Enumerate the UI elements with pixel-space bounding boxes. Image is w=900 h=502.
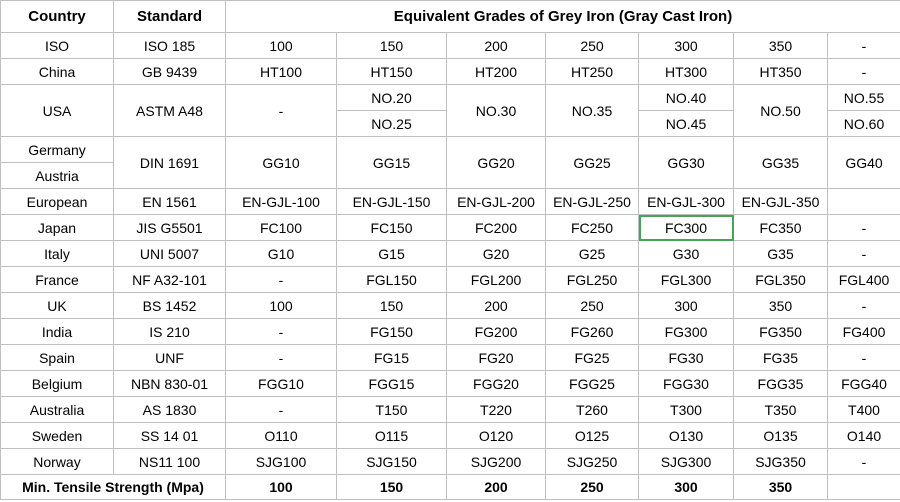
cell-grade[interactable]: - (828, 241, 900, 267)
cell-grade[interactable]: HT200 (447, 59, 546, 85)
cell-grade[interactable]: GG40 (828, 137, 900, 189)
cell-grade[interactable]: T150 (337, 397, 447, 423)
cell-grade[interactable]: - (226, 85, 337, 137)
cell-grade[interactable]: - (226, 319, 337, 345)
table-row-spain (1, 345, 900, 371)
cell-grade[interactable]: NO.20 (337, 85, 447, 111)
cell-country[interactable]: Australia (1, 397, 114, 423)
header-country[interactable]: Country (1, 1, 114, 33)
cell-grade[interactable]: O115 (337, 423, 447, 449)
cell-grade[interactable]: 350 (734, 293, 828, 319)
cell-grade[interactable]: T260 (546, 397, 639, 423)
cell-standard[interactable]: ASTM A48 (114, 85, 226, 137)
cell-standard[interactable]: SS 14 01 (114, 423, 226, 449)
cell-grade[interactable]: - (226, 267, 337, 293)
cell-strength[interactable]: 350 (734, 475, 828, 500)
cell-grade[interactable]: NO.50 (734, 85, 828, 137)
cell-grade[interactable]: FGG25 (546, 371, 639, 397)
cell-grade[interactable]: FG25 (546, 345, 639, 371)
table-row-japan (1, 215, 900, 241)
cell-grade[interactable]: G35 (734, 241, 828, 267)
cell-grade[interactable]: NO.40 (639, 85, 734, 111)
cell-grade[interactable]: - (828, 449, 900, 475)
cell-country[interactable]: USA (1, 85, 114, 137)
cell-grade[interactable]: T350 (734, 397, 828, 423)
cell-grade[interactable]: HT300 (639, 59, 734, 85)
cell-standard[interactable]: UNI 5007 (114, 241, 226, 267)
cell-grade[interactable]: 150 (337, 33, 447, 59)
header-standard[interactable]: Standard (114, 1, 226, 33)
cell-grade[interactable]: GG10 (226, 137, 337, 189)
cell-grade[interactable]: O140 (828, 423, 900, 449)
cell-grade[interactable]: GG25 (546, 137, 639, 189)
cell-grade[interactable]: T400 (828, 397, 900, 423)
cell-grade[interactable]: GG15 (337, 137, 447, 189)
cell-grade[interactable]: - (828, 293, 900, 319)
cell-country[interactable]: Germany (1, 137, 114, 163)
cell-grade[interactable]: T220 (447, 397, 546, 423)
cell-grade[interactable]: NO.60 (828, 111, 900, 137)
cell-country[interactable]: Spain (1, 345, 114, 371)
cell-grade[interactable]: 300 (639, 33, 734, 59)
cell-country[interactable]: UK (1, 293, 114, 319)
table-row-china (1, 59, 900, 85)
cell-standard[interactable]: IS 210 (114, 319, 226, 345)
cell-grade[interactable]: FGG15 (337, 371, 447, 397)
cell-grade[interactable]: FGL300 (639, 267, 734, 293)
table-row-germany (1, 137, 900, 163)
cell-grade[interactable]: G20 (447, 241, 546, 267)
cell-strength[interactable]: 100 (226, 475, 337, 500)
cell-grade[interactable]: FG15 (337, 345, 447, 371)
min-tensile-strength-label[interactable]: Min. Tensile Strength (Mpa) (1, 475, 226, 500)
cell-standard[interactable]: AS 1830 (114, 397, 226, 423)
cell-grade[interactable]: 350 (734, 33, 828, 59)
table-row-european (1, 189, 900, 215)
table-row-belgium (1, 371, 900, 397)
cell-grade[interactable] (828, 189, 900, 215)
cell-grade[interactable]: FG200 (447, 319, 546, 345)
cell-grade[interactable]: FGL400 (828, 267, 900, 293)
cell-grade[interactable]: SJG100 (226, 449, 337, 475)
cell-grade[interactable]: 150 (337, 293, 447, 319)
cell-country[interactable]: Japan (1, 215, 114, 241)
cell-grade[interactable]: FG150 (337, 319, 447, 345)
cell-grade[interactable]: EN-GJL-100 (226, 189, 337, 215)
cell-grade[interactable]: O125 (546, 423, 639, 449)
cell-grade[interactable]: O120 (447, 423, 546, 449)
cell-grade[interactable]: 300 (639, 293, 734, 319)
table-row-iso (1, 33, 900, 59)
cell-grade[interactable]: NO.35 (546, 85, 639, 137)
cell-grade[interactable]: FGL150 (337, 267, 447, 293)
cell-grade[interactable]: - (828, 33, 900, 59)
cell-grade[interactable]: SJG250 (546, 449, 639, 475)
cell-strength[interactable]: 300 (639, 475, 734, 500)
header-equivalent-grades[interactable]: Equivalent Grades of Grey Iron (Gray Cast Iron) (226, 1, 900, 33)
cell-grade[interactable]: GG20 (447, 137, 546, 189)
cell-grade[interactable]: G30 (639, 241, 734, 267)
cell-grade[interactable]: NO.25 (337, 111, 447, 137)
cell-standard[interactable]: NF A32-101 (114, 267, 226, 293)
cell-standard[interactable]: DIN 1691 (114, 137, 226, 189)
cell-grade[interactable]: HT250 (546, 59, 639, 85)
table-row-france (1, 267, 900, 293)
cell-grade[interactable]: FC150 (337, 215, 447, 241)
cell-grade[interactable]: 100 (226, 33, 337, 59)
cell-grade[interactable]: - (828, 59, 900, 85)
cell-standard[interactable]: EN 1561 (114, 189, 226, 215)
cell-strength[interactable]: 250 (546, 475, 639, 500)
cell-grade[interactable]: G15 (337, 241, 447, 267)
cell-country[interactable]: India (1, 319, 114, 345)
cell-grade[interactable]: O135 (734, 423, 828, 449)
cell-grade[interactable]: HT150 (337, 59, 447, 85)
cell-grade[interactable]: FC200 (447, 215, 546, 241)
table-row-sweden (1, 423, 900, 449)
header-row (1, 1, 900, 33)
cell-grade[interactable]: T300 (639, 397, 734, 423)
cell-grade[interactable]: SJG150 (337, 449, 447, 475)
cell-grade[interactable]: FGL250 (546, 267, 639, 293)
cell-grade[interactable]: FG35 (734, 345, 828, 371)
table-row-norway (1, 449, 900, 475)
cell-grade[interactable]: G10 (226, 241, 337, 267)
cell-grade[interactable]: FGL350 (734, 267, 828, 293)
cell-standard[interactable]: NS11 100 (114, 449, 226, 475)
cell-grade[interactable]: SJG200 (447, 449, 546, 475)
cell-grade[interactable]: FGG40 (828, 371, 900, 397)
cell-grade[interactable]: FG350 (734, 319, 828, 345)
cell-grade[interactable]: - (828, 345, 900, 371)
cell-grade[interactable]: FG30 (639, 345, 734, 371)
cell-country[interactable]: Belgium (1, 371, 114, 397)
cell-grade[interactable]: HT350 (734, 59, 828, 85)
table-row-italy (1, 241, 900, 267)
cell-grade[interactable]: - (226, 345, 337, 371)
cell-grade[interactable]: HT100 (226, 59, 337, 85)
cell-grade[interactable]: EN-GJL-250 (546, 189, 639, 215)
cell-country[interactable]: China (1, 59, 114, 85)
cell-grade[interactable]: FG300 (639, 319, 734, 345)
cell-grade[interactable]: O130 (639, 423, 734, 449)
cell-standard[interactable]: GB 9439 (114, 59, 226, 85)
cell-country[interactable]: ISO (1, 33, 114, 59)
cell-grade[interactable]: FC250 (546, 215, 639, 241)
cell-grade[interactable]: G25 (546, 241, 639, 267)
cell-country[interactable]: European (1, 189, 114, 215)
cell-standard[interactable]: JIS G5501 (114, 215, 226, 241)
cell-grade[interactable]: O110 (226, 423, 337, 449)
cell-country[interactable]: Italy (1, 241, 114, 267)
cell-grade[interactable]: SJG350 (734, 449, 828, 475)
cell-strength[interactable]: 200 (447, 475, 546, 500)
cell-grade[interactable]: 100 (226, 293, 337, 319)
cell-grade[interactable]: FGG35 (734, 371, 828, 397)
cell-grade[interactable]: FGG10 (226, 371, 337, 397)
cell-grade[interactable]: FGG30 (639, 371, 734, 397)
cell-strength[interactable] (828, 475, 900, 500)
cell-grade[interactable]: SJG300 (639, 449, 734, 475)
min-tensile-strength-row (1, 475, 900, 500)
cell-grade[interactable]: GG30 (639, 137, 734, 189)
table-row-australia (1, 397, 900, 423)
cell-grade[interactable]: EN-GJL-200 (447, 189, 546, 215)
cell-grade[interactable]: NO.45 (639, 111, 734, 137)
cell-grade[interactable]: 250 (546, 33, 639, 59)
cell-grade[interactable]: FGL200 (447, 267, 546, 293)
cell-standard[interactable]: NBN 830-01 (114, 371, 226, 397)
table-row-uk (1, 293, 900, 319)
cell-grade[interactable]: FG260 (546, 319, 639, 345)
cell-grade[interactable]: - (226, 397, 337, 423)
cell-standard[interactable]: BS 1452 (114, 293, 226, 319)
cell-grade[interactable]: EN-GJL-150 (337, 189, 447, 215)
cell-grade[interactable]: - (828, 215, 900, 241)
cell-grade[interactable]: 200 (447, 293, 546, 319)
table-row-india (1, 319, 900, 345)
selected-cell[interactable]: FC300 (639, 215, 734, 241)
cell-grade[interactable]: EN-GJL-300 (639, 189, 734, 215)
cell-country[interactable]: Austria (1, 163, 114, 189)
cell-standard[interactable]: UNF (114, 345, 226, 371)
cell-grade[interactable]: FGG20 (447, 371, 546, 397)
cell-country[interactable]: Sweden (1, 423, 114, 449)
cell-grade[interactable]: 200 (447, 33, 546, 59)
cell-grade[interactable]: FG20 (447, 345, 546, 371)
cell-grade[interactable]: 250 (546, 293, 639, 319)
cell-grade[interactable]: EN-GJL-350 (734, 189, 828, 215)
table-row-usa (1, 85, 900, 111)
cell-grade[interactable]: FC100 (226, 215, 337, 241)
cell-grade[interactable]: FC350 (734, 215, 828, 241)
cell-standard[interactable]: ISO 185 (114, 33, 226, 59)
cell-strength[interactable]: 150 (337, 475, 447, 500)
cell-country[interactable]: France (1, 267, 114, 293)
cell-grade[interactable]: NO.30 (447, 85, 546, 137)
cell-grade[interactable]: GG35 (734, 137, 828, 189)
cell-grade[interactable]: FG400 (828, 319, 900, 345)
cell-grade[interactable]: NO.55 (828, 85, 900, 111)
cell-country[interactable]: Norway (1, 449, 114, 475)
